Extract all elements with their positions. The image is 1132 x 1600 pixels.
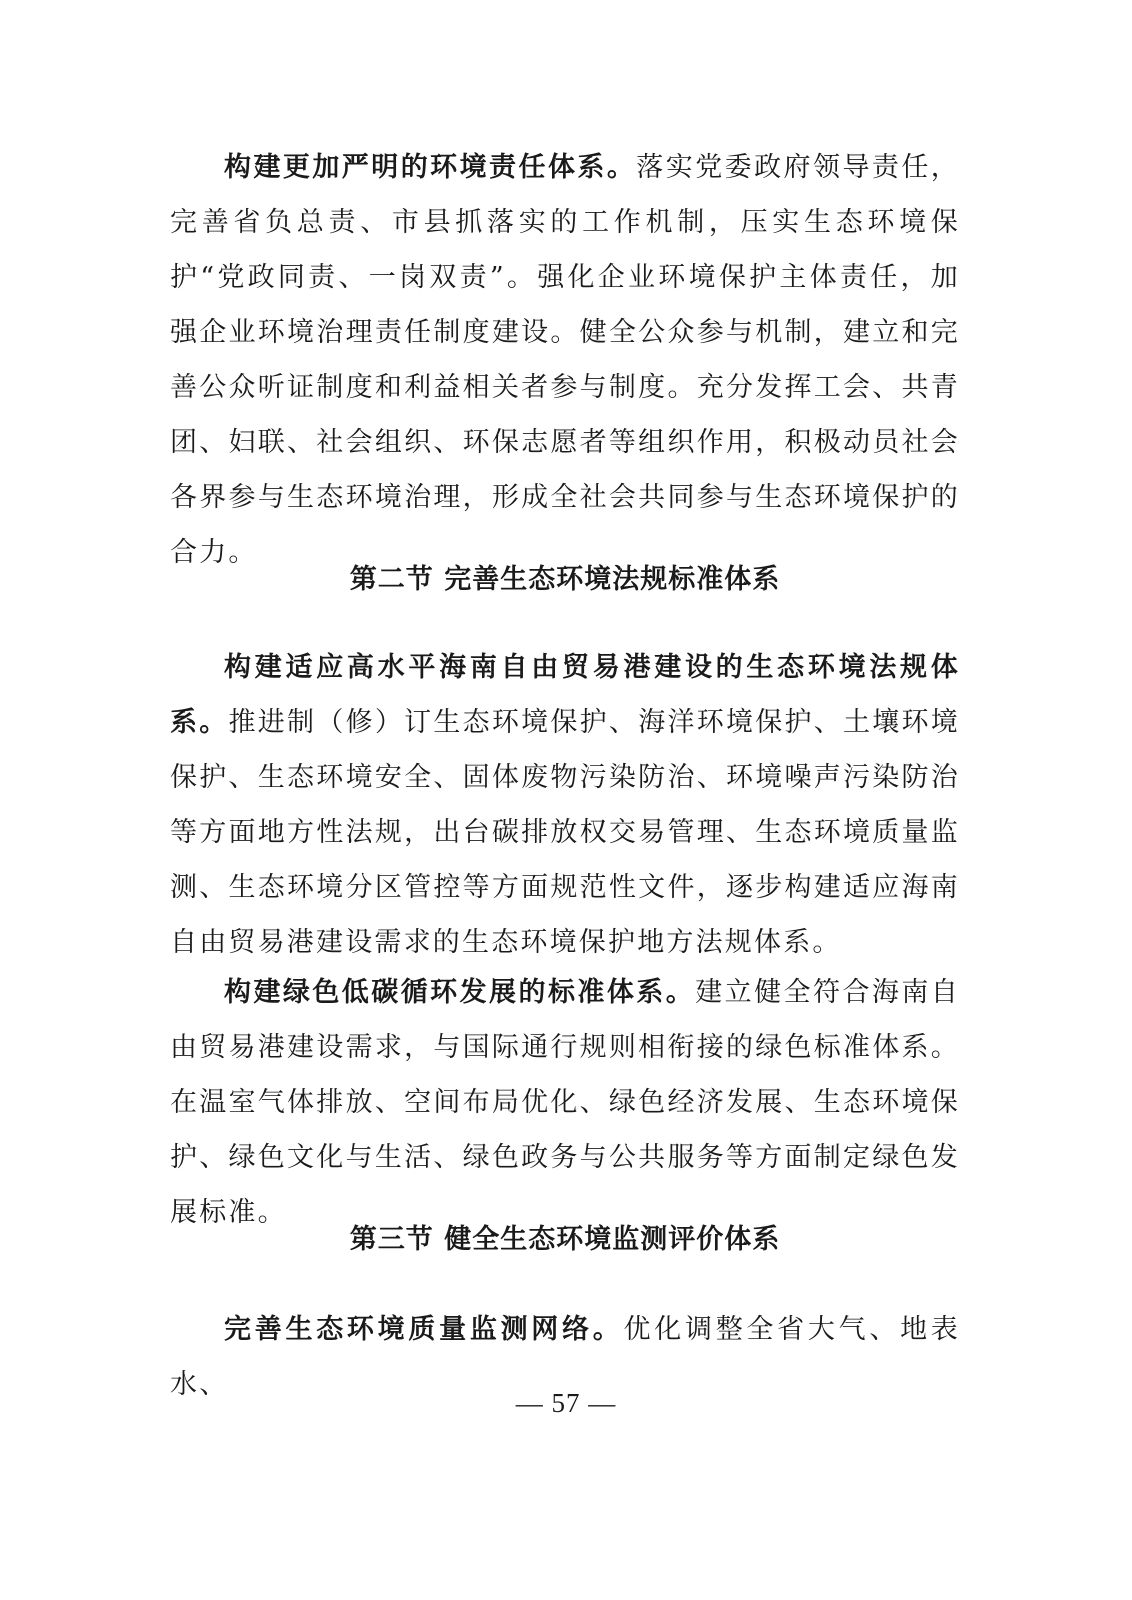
section-heading-2: 第二节 完善生态环境法规标准体系 [349, 564, 781, 595]
paragraph-body: 落实党委政府领导责任，完善省负总责、市县抓落实的工作机制，压实生态环境保护“党政同责、一岗双责”。强化企业环境保护主体责任，加强企业环境治理责任制度建设。健全公众参与机制，建立和完善公众听证制度和利益相关者参与制度。充分发挥工会、共青团、妇联、社会组织、环保志愿者等组织作用，积极动员社会各界参与生态环境治理，形成全社会共同参与生态环境保护的合力。 [170, 152, 960, 568]
paragraph-lead: 构建适应高水平海南自由贸易港建设的生态环境法规体系。 [170, 652, 960, 738]
paragraph-lead: 完善生态环境质量监测网络。 [224, 1314, 624, 1345]
paragraph-body: 优化调整全省大气、地表水、 [170, 1314, 960, 1400]
paragraph-lead: 构建绿色低碳循环发展的标准体系。 [224, 977, 696, 1008]
paragraph-regulatory-system [170, 640, 960, 970]
paragraph-environmental-responsibility [170, 140, 960, 580]
paragraph-body: 建立健全符合海南自由贸易港建设需求，与国际通行规则相衔接的绿色标准体系。在温室气体排放、空间布局优化、绿色经济发展、生态环境保护、绿色文化与生活、绿色政务与公共服务等方面制定绿色发展标准。 [170, 977, 960, 1228]
paragraph-standard-system [170, 965, 960, 1240]
paragraph-lead: 构建更加严明的环境责任体系。 [224, 152, 637, 183]
paragraph-body: 推进制（修）订生态环境保护、海洋环境保护、土壤环境保护、生态环境安全、固体废物污染防治、环境噪声污染防治等方面地方性法规，出台碳排放权交易管理、生态环境质量监测、生态环境分区管控等方面规范性文件，逐步构建适应海南自由贸易港建设需求的生态环境保护地方法规体系。 [170, 707, 961, 958]
page-number: — 57 — [515, 1388, 617, 1418]
section-heading-3: 第三节 健全生态环境监测评价体系 [349, 1224, 781, 1255]
